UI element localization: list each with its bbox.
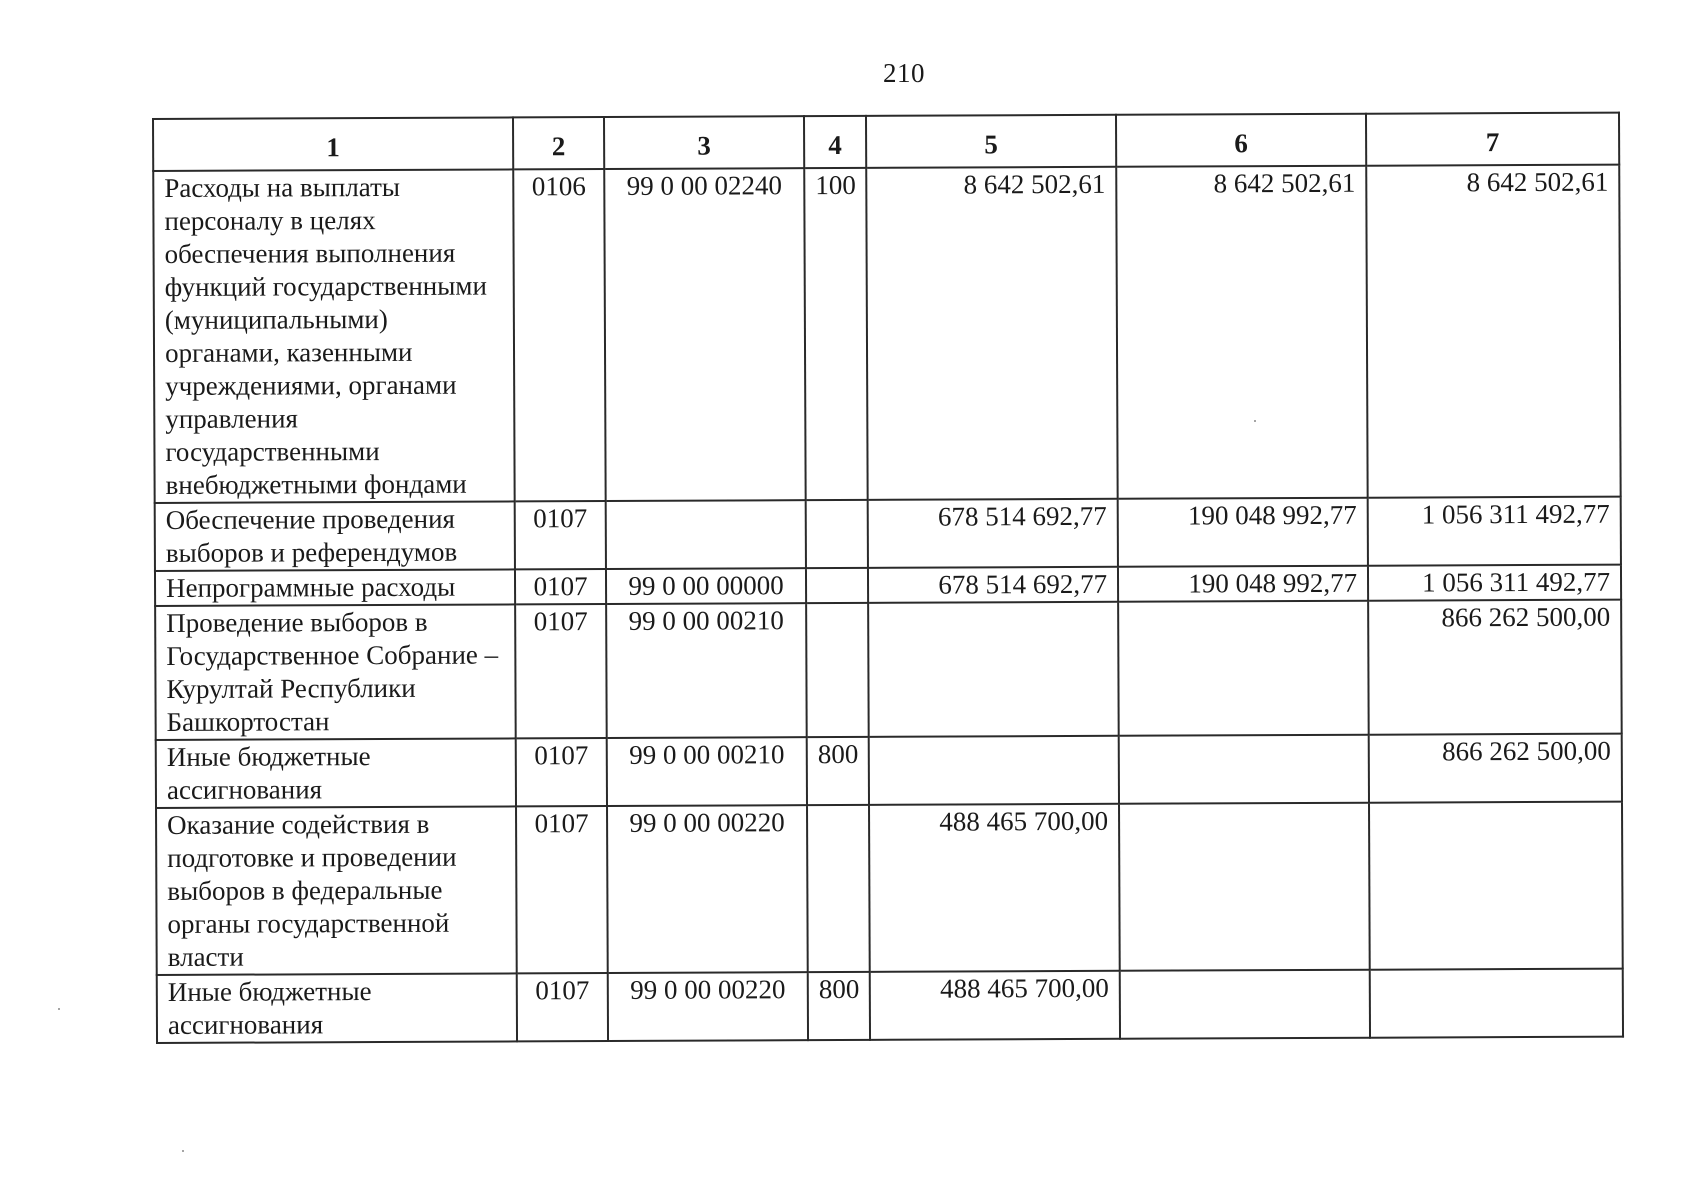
row-section-code: 0107 — [515, 501, 606, 569]
row-amount-col5 — [869, 736, 1119, 805]
row-target-code: 99 0 00 02240 — [604, 168, 805, 501]
scan-speck — [1254, 420, 1256, 422]
row-type-code — [806, 603, 869, 737]
row-amount-col6: 190 048 992,77 — [1118, 498, 1368, 567]
row-type-code: 800 — [808, 972, 870, 1040]
header-col-3: 3 — [604, 116, 804, 169]
row-name: Непрограммные расходы — [155, 569, 515, 606]
table-row — [156, 802, 1623, 975]
header-col-1: 1 — [153, 117, 513, 171]
row-amount-col5: 678 514 692,77 — [868, 499, 1118, 568]
table-row — [156, 734, 1622, 808]
table-row — [155, 600, 1622, 740]
row-amount-col7 — [1369, 802, 1623, 970]
row-target-code: 99 0 00 00220 — [607, 805, 808, 973]
row-name: Иные бюджетные ассигнования — [157, 973, 517, 1043]
row-section-code: 0107 — [517, 973, 608, 1041]
row-name: Проведение выборов в Государственное Собрание – Курултай Республики Башкортостан — [155, 604, 516, 740]
row-section-code: 0107 — [515, 604, 607, 738]
row-amount-col7: 1 056 311 492,77 — [1368, 497, 1621, 566]
row-type-code — [807, 805, 870, 972]
table-row — [157, 969, 1623, 1043]
header-col-2: 2 — [513, 117, 604, 169]
row-amount-col6 — [1119, 735, 1369, 804]
row-name: Расходы на выплаты персоналу в целях обеспечения выполнения функций государственными (муниципальными) органами, казенными учреждениями, органами управления государственными внебюджетными фондами — [153, 169, 514, 503]
row-amount-col5: 678 514 692,77 — [868, 567, 1118, 603]
row-name: Обеспечение проведения выборов и референдумов — [155, 501, 515, 571]
header-col-5: 5 — [866, 115, 1116, 168]
row-section-code: 0106 — [513, 169, 605, 501]
header-col-6: 6 — [1116, 114, 1366, 167]
table-row — [153, 165, 1620, 503]
scan-speck — [58, 1008, 60, 1010]
row-type-code: 800 — [807, 737, 869, 805]
row-amount-col5: 488 465 700,00 — [870, 971, 1120, 1040]
row-type-code: 100 — [804, 168, 867, 500]
row-target-code: 99 0 00 00220 — [608, 972, 808, 1041]
header-col-7: 7 — [1366, 113, 1619, 166]
header-row — [153, 113, 1619, 171]
header-col-4: 4 — [804, 116, 866, 168]
row-type-code — [806, 500, 868, 568]
row-name: Оказание содействия в подготовке и проведении выборов в федеральные органы государственной власти — [156, 806, 517, 975]
row-amount-col7: 866 262 500,00 — [1369, 734, 1622, 803]
row-amount-col5 — [868, 602, 1119, 737]
row-target-code: 99 0 00 00000 — [606, 568, 806, 604]
row-amount-col5: 488 465 700,00 — [869, 804, 1120, 972]
row-section-code: 0107 — [516, 806, 608, 973]
row-target-code — [606, 500, 806, 569]
scan-speck — [182, 1150, 184, 1152]
row-type-code — [806, 568, 868, 603]
row-amount-col6: 190 048 992,77 — [1118, 566, 1368, 602]
row-amount-col6 — [1118, 601, 1369, 736]
row-name: Иные бюджетные ассигнования — [156, 738, 516, 808]
row-amount-col6 — [1119, 803, 1370, 971]
row-amount-col6: 8 642 502,61 — [1116, 166, 1367, 499]
budget-table — [152, 112, 1624, 1044]
row-amount-col7 — [1370, 969, 1623, 1038]
row-target-code: 99 0 00 00210 — [606, 603, 807, 738]
row-amount-col7: 1 056 311 492,77 — [1368, 565, 1621, 601]
row-amount-col5: 8 642 502,61 — [866, 167, 1117, 500]
row-target-code: 99 0 00 00210 — [607, 737, 807, 806]
row-section-code: 0107 — [515, 569, 606, 604]
page-number: 210 — [883, 58, 925, 88]
row-amount-col7: 8 642 502,61 — [1366, 165, 1620, 498]
table-row — [155, 497, 1621, 571]
row-amount-col7: 866 262 500,00 — [1368, 600, 1622, 735]
row-amount-col6 — [1120, 970, 1370, 1039]
row-section-code: 0107 — [516, 738, 607, 806]
